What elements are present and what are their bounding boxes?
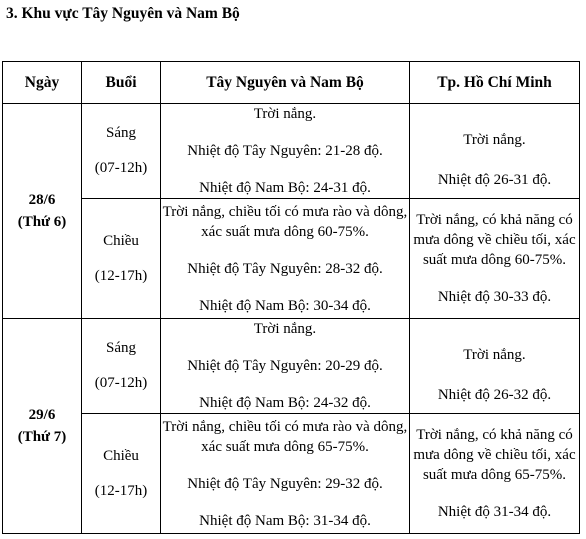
nam-bo-temp: Nhiệt độ Nam Bộ: 24-31 độ.	[199, 180, 371, 196]
table-row	[3, 319, 580, 414]
region-weather: Trời nắng, chiều tối có mưa rào và dông, xác suất mưa dông 65-75%.	[162, 418, 408, 455]
day-weekday: (Thứ 6)	[17, 214, 67, 230]
session-name: Sáng	[106, 125, 136, 141]
day-date: 29/6	[28, 407, 56, 423]
table-row	[3, 414, 580, 534]
day-weekday: (Thứ 7)	[17, 429, 67, 445]
day-cell	[3, 104, 82, 319]
hcm-weather: Trời nắng.	[463, 346, 526, 363]
day-cell	[3, 319, 82, 534]
region-forecast-cell	[161, 319, 410, 414]
hcm-forecast-cell	[410, 319, 580, 414]
table-row	[3, 104, 580, 199]
nam-bo-temp: Nhiệt độ Nam Bộ: 30-34 độ.	[199, 297, 371, 314]
session-cell	[82, 414, 161, 534]
hcm-weather: Trời nắng, có khả năng có mưa dông về chiều tối, xác suất mưa dông 60-75%.	[413, 212, 576, 268]
session-cell	[82, 104, 161, 199]
forecast-table	[2, 61, 580, 534]
hcm-temp: Nhiệt độ 31-34 độ.	[437, 504, 552, 520]
section-title: 3. Khu vực Tây Nguyên và Nam Bộ	[6, 5, 240, 22]
day-date: 28/6	[28, 192, 56, 208]
tay-nguyen-temp: Nhiệt độ Tây Nguyên: 29-32 độ.	[187, 475, 383, 492]
nam-bo-temp: Nhiệt độ Nam Bộ: 24-32 độ.	[199, 395, 371, 411]
session-name: Sáng	[106, 340, 136, 356]
table-row	[3, 199, 580, 319]
header-hcm: Tp. Hồ Chí Minh	[410, 62, 580, 104]
hcm-weather: Trời nắng, có khả năng có mưa dông về chiều tối, xác suất mưa dông 65-75%.	[413, 427, 576, 483]
session-cell	[82, 319, 161, 414]
hcm-temp: Nhiệt độ 26-31 độ.	[437, 171, 552, 188]
session-time: (07-12h)	[94, 160, 148, 176]
header-region: Tây Nguyên và Nam Bộ	[161, 62, 410, 104]
header-session: Buổi	[82, 62, 161, 104]
nam-bo-temp: Nhiệt độ Nam Bộ: 31-34 độ.	[199, 512, 371, 529]
hcm-temp: Nhiệt độ 30-33 độ.	[437, 289, 552, 305]
session-time: (07-12h)	[94, 375, 148, 391]
session-name: Chiều	[103, 447, 139, 464]
hcm-forecast-cell	[410, 104, 580, 199]
tay-nguyen-temp: Nhiệt độ Tây Nguyên: 28-32 độ.	[187, 260, 383, 277]
session-time: (12-17h)	[94, 482, 148, 499]
tay-nguyen-temp: Nhiệt độ Tây Nguyên: 20-29 độ.	[187, 358, 383, 374]
region-forecast-cell	[161, 199, 410, 319]
session-time: (12-17h)	[94, 267, 148, 284]
session-name: Chiều	[103, 232, 139, 249]
hcm-forecast-cell	[410, 199, 580, 319]
header-day: Ngày	[3, 62, 82, 104]
hcm-temp: Nhiệt độ 26-32 độ.	[437, 386, 552, 403]
hcm-forecast-cell	[410, 414, 580, 534]
tay-nguyen-temp: Nhiệt độ Tây Nguyên: 21-28 độ.	[187, 143, 383, 159]
session-cell	[82, 199, 161, 319]
hcm-weather: Trời nắng.	[463, 131, 526, 148]
region-weather: Trời nắng.	[253, 321, 317, 337]
region-weather: Trời nắng.	[253, 106, 317, 122]
region-forecast-cell	[161, 104, 410, 199]
region-forecast-cell	[161, 414, 410, 534]
region-weather: Trời nắng, chiều tối có mưa rào và dông, xác suất mưa dông 60-75%.	[162, 203, 408, 240]
header-row	[3, 62, 580, 104]
